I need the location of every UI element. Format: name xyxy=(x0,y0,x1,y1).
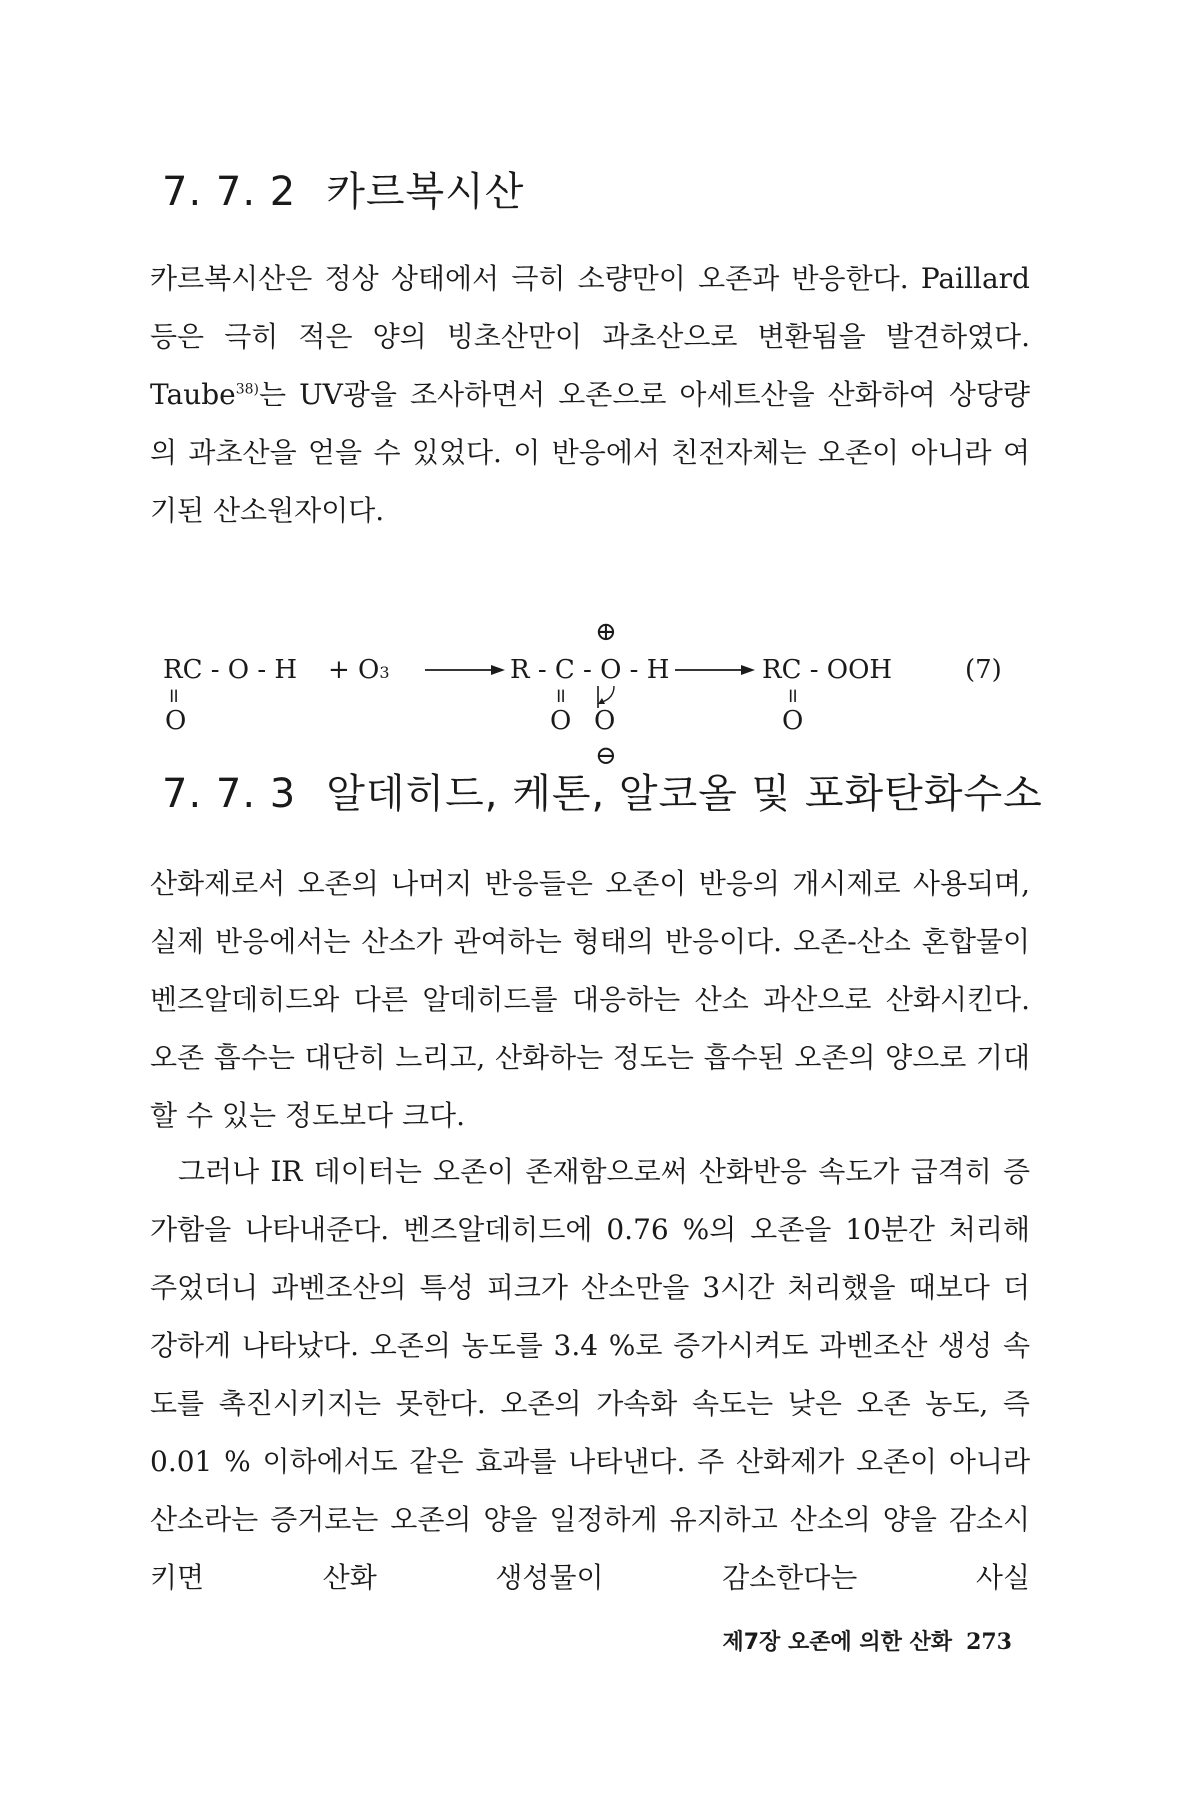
carbonyl-oxygen: O xyxy=(165,706,187,736)
intermediate-species: R - C - O - H xyxy=(510,655,670,685)
section-heading-aldehydes xyxy=(162,762,1043,819)
product-peracid: RC - OOH xyxy=(762,655,893,685)
page-number: 273 xyxy=(966,1629,1012,1655)
plus-sign: + xyxy=(328,655,350,685)
double-bond-mark: ॥ xyxy=(554,683,566,707)
paragraph-ir-data: 그러나 IR 데이터는 오존이 존재함으로써 산화반응 속도가 급격히 증가함을 나타내준다. 벤즈알데히드에 0.76 %의 오존을 10분간 처리해 주었더니 과벤조산의 특성 피크가 산소만을 3시간 처리했을 때보다 더 강하게 나타났다. 오존의 농도를 3.4 %로 증가시켜도 과벤조산 생성 속도를 촉진시키지는 못한다. 오존의 가속화 속도는 낮은 오존 농도, 즉 0.01 % 이하에서도 같은 효과를 나타낸다. 주 산화제가 오존이 아니라 산소라는 증거로는 오존의 양을 일정하게 유지하고 산소의 양을 감소시키면 산화 생성물이 감소한다는 사실 xyxy=(150,1155,1030,1594)
paragraph-text-part-1: 카르복시산은 정상 상태에서 극히 소량만이 오존과 반응한다. Paillard 등은 극히 적은 양의 빙초산만이 과초산으로 변환됨을 발견하였다. Taube xyxy=(150,262,1030,411)
section-title: 알데히드, 케톤, 알코올 및 포화탄화수소 xyxy=(326,771,1043,817)
equation-number: (7) xyxy=(965,655,1002,685)
double-bond-mark: ॥ xyxy=(786,683,798,707)
section-number: 7. 7. 3 xyxy=(162,771,297,817)
section-number: 7. 7. 2 xyxy=(162,169,297,215)
paragraph-oxidation-reactions: 산화제로서 오존의 나머지 반응들은 오존이 반응의 개시제로 사용되며, 실제 반응에서는 산소가 관여하는 형태의 반응이다. 오존-산소 혼합물이 벤즈알데히드와 다른 알데히드를 대응하는 산소 과산으로 산화시킨다. 오존 흡수는 대단히 느리고, 산화하는 정도는 흡수된 오존의 양으로 기대할 수 있는 정도보다 크다. xyxy=(150,867,1030,1132)
peroxy-oxygen: O xyxy=(594,706,616,736)
carbonyl-oxygen: O xyxy=(782,706,804,736)
positive-charge-icon: ⊕ xyxy=(595,617,617,647)
section-heading-carboxylic-acid xyxy=(162,160,524,217)
page-footer xyxy=(723,1625,1013,1656)
chapter-title: 제7장 오존에 의한 산화 xyxy=(722,1630,953,1655)
reaction-arrow-icon xyxy=(675,660,755,680)
section-title: 카르복시산 xyxy=(326,169,525,215)
reference-marker: 38) xyxy=(235,381,260,398)
paragraph-text-part-2: 는 UV광을 조사하면서 오존으로 아세트산을 산화하여 상당량의 과초산을 얻을 수 있었다. 이 반응에서 친전자체는 오존이 아니라 여기된 산소원자이다. xyxy=(150,378,1030,527)
paragraph-carboxylic-acid xyxy=(150,250,1030,540)
reaction-arrow-icon xyxy=(425,660,505,680)
negative-charge-icon: ⊖ xyxy=(595,741,617,771)
carbonyl-oxygen: O xyxy=(550,706,572,736)
reactant-carboxylic-acid: RC - O - H xyxy=(163,655,298,685)
reactant-ozone: O3 xyxy=(358,655,390,685)
double-bond-mark: ॥ xyxy=(167,683,179,707)
